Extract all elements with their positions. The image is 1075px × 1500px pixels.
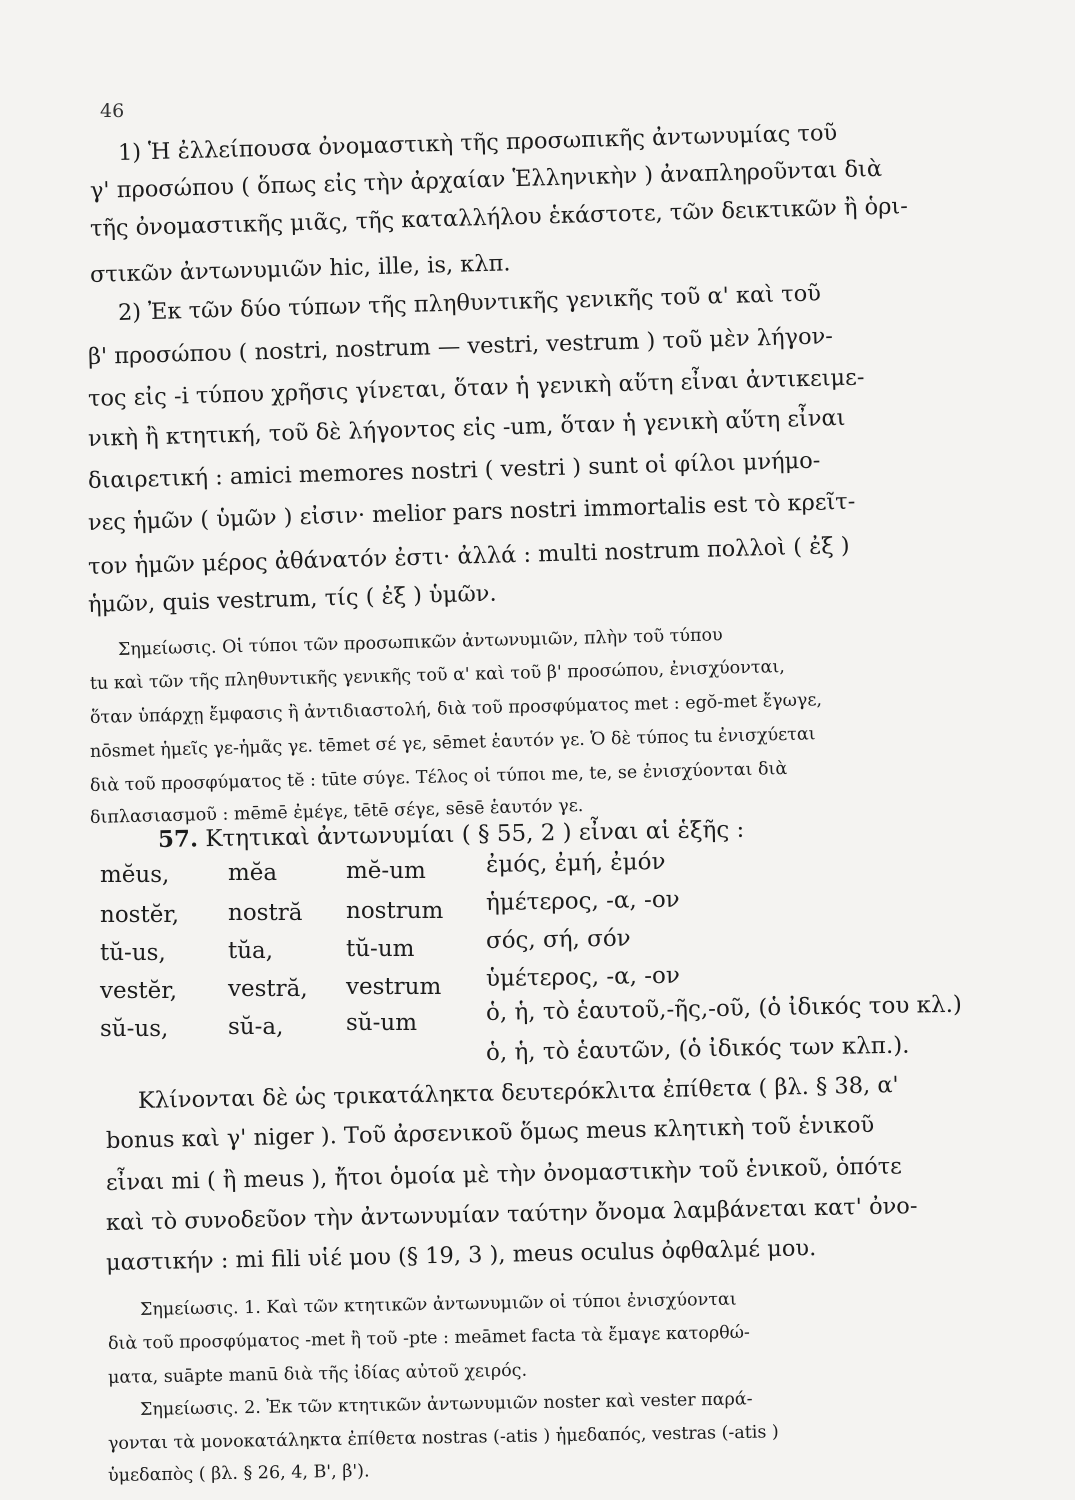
table-cell: nostră [228,900,303,926]
text-line: τον ἡμῶν μέρος ἀθάνατόν ἐστι· ἀλλά : multi nostrum πολλοὶ ( ἐξ ) [87,532,850,580]
table-cell: ἡμέτερος, -α, -ον [485,886,680,916]
text-line: nōsmet ἡμεῖς γε-ἡμᾶς γε. tēmet σέ γε, sēmet ἑαυτόν γε. Ὁ δὲ τύπος tu ἐνισχύεται [89,724,816,762]
text-line: β' προσώπου ( nostri, nostrum — vestri, vestrum ) τοῦ μὲν λήγον- [87,323,834,370]
table-cell: ὁ, ἡ, τὸ ἑαυτοῦ,-ῆς,-οῦ, (ὁ ἰδικός του κλ.) [485,991,963,1026]
section-number: 57. [157,825,199,853]
text-line: διπλασιασμοῦ : mēmē ἐμέγε, tētē σέγε, sēsē ἑαυτόν γε. [89,795,584,828]
text-line: νες ἡμῶν ( ὑμῶν ) εἰσιν· melior pars nostri immortalis est τὸ κρεῖτ- [87,488,856,536]
text-line: tu καὶ τῶν τῆς πληθυντικῆς γενικῆς τοῦ α' καὶ τοῦ β' προσώπου, ἐνισχύονται, [89,657,786,694]
text-line: Κλίνονται δὲ ὡς τρικατάληκτα δευτερόκλιτα ἐπίθετα ( βλ. § 38, α' [137,1072,899,1114]
table-cell: mĕ-um [346,858,426,884]
text-line: γ' προσώπου ( ὅπως εἰς τὴν ἀρχαίαν Ἑλληνικὴν ) ἀναπληροῦνται διὰ [89,155,883,204]
text-line: Σημείωσις. 2. Ἐκ τῶν κτητικῶν ἀντωνυμιῶν noster καὶ vester παρά- [139,1389,753,1420]
text-line: 2) Ἐκ τῶν δύο τύπων τῆς πληθυντικῆς γενικῆς τοῦ α' καὶ τοῦ [117,280,822,326]
text-line: διαιρετική : amici memores nostri ( vestri ) sunt οἱ φίλοι μνήμο- [87,447,821,494]
table-cell: vestrum [346,974,442,1000]
text-line: εἶναι mi ( ἢ meus ), ἤτοι ὁμοία μὲ τὴν ὀνομαστικὴν τοῦ ἑνικοῦ, ὁπότε [105,1153,903,1196]
text-line: τῆς ὀνομαστικῆς μιᾶς, τῆς καταλλήλου ἑκάστοτε, τῶν δεικτικῶν ἢ ὁρι- [89,193,909,242]
table-cell: ὁ, ἡ, τὸ ἑαυτῶν, (ὁ ἰδικός των κλπ.). [485,1032,910,1066]
text-line: νικὴ ἢ κτητική, τοῦ δὲ λήγοντος εἰς -um, ὅταν ἡ γενικὴ αὕτη εἶναι [87,404,846,452]
text-line: 1) Ἡ ἐλλείπουσα ὀνομαστικὴ τῆς προσωπικῆς ἀντωνυμίας τοῦ [117,119,838,166]
text-line: ἡμῶν, quis vestrum, τίς ( ἐξ ) ὑμῶν. [87,580,497,618]
table-cell: mĕus, [100,862,170,888]
table-cell: sŭ-a, [228,1014,284,1040]
text-line: διὰ τοῦ προσφύματος tĕ : tūte σύγε. Τέλος οἱ τύποι me, te, se ἐνισχύονται διὰ [89,758,788,796]
text-line: τος εἰς -i τύπου χρῆσις γίνεται, ὅταν ἡ γενικὴ αὕτη εἶναι ἀντικειμε- [87,364,865,412]
text-line: διὰ τοῦ προσφύματος -met ἢ τοῦ -pte : meāmet facta τὰ ἔμαγε κατορθώ- [107,1322,751,1354]
text-line: ματα, suāpte manū διὰ τῆς ἰδίας αὐτοῦ χειρός. [107,1360,528,1388]
table-cell: vestĕr, [100,978,178,1004]
table-cell: ὑμέτερος, -α, -ον [485,962,681,992]
table-cell: tŭ-um [346,936,415,962]
page-number: 46 [100,100,125,122]
table-cell: nostĕr, [100,902,180,928]
text-line: ὅταν ὑπάρχῃ ἔμφασις ἢ ἀντιδιαστολή, διὰ τοῦ προσφύματος met : egŏ-met ἔγωγε, [89,690,823,728]
text-line: bonus καὶ γ' niger ). Τοῦ ἀρσενικοῦ ὅμως meus κλητικὴ τοῦ ἑνικοῦ [105,1111,875,1154]
table-cell: sŭ-um [346,1010,418,1036]
text-line: γονται τὰ μονοκατάληκτα ἐπίθετα nostras (-atis ) ἡμεδαπός, vestras (-atis ) [107,1422,779,1454]
table-cell: nostrum [346,898,444,924]
table-cell: sŭ-us, [100,1016,169,1042]
text-line: ὑμεδαπὸς ( βλ. § 26, 4, Β', β'). [107,1461,370,1486]
text-line: στικῶν ἀντωνυμιῶν hic, ille, is, κλπ. [89,250,511,288]
table-cell: ἐμός, ἐμή, ἐμόν [485,848,666,878]
section-title: Κτητικαὶ ἀντωνυμίαι ( § 55, 2 ) εἶναι αἱ ἑξῆς : [205,816,745,853]
text-line: μαστικήν : mi fili υἱέ μου (§ 19, 3 ), meus oculus ὀφθαλμέ μου. [105,1235,817,1276]
text-line: Σημείωσις. Οἱ τύποι τῶν προσωπικῶν ἀντωνυμιῶν, πλὴν τοῦ τύπου [117,625,723,660]
text-line: Σημείωσις. 1. Καὶ τῶν κτητικῶν ἀντωνυμιῶν οἱ τύποι ἐνισχύονται [139,1289,737,1320]
table-cell: mĕa [228,860,278,886]
table-cell: σός, σή, σόν [485,925,631,954]
text-line: καὶ τὸ συνοδεῦον τὴν ἀντωνυμίαν ταύτην ὄνομα λαμβάνεται κατ' ὀνο- [105,1193,918,1236]
table-cell: vestră, [228,976,308,1002]
table-cell: tŭ-us, [100,940,166,966]
table-cell: tŭa, [228,938,274,964]
